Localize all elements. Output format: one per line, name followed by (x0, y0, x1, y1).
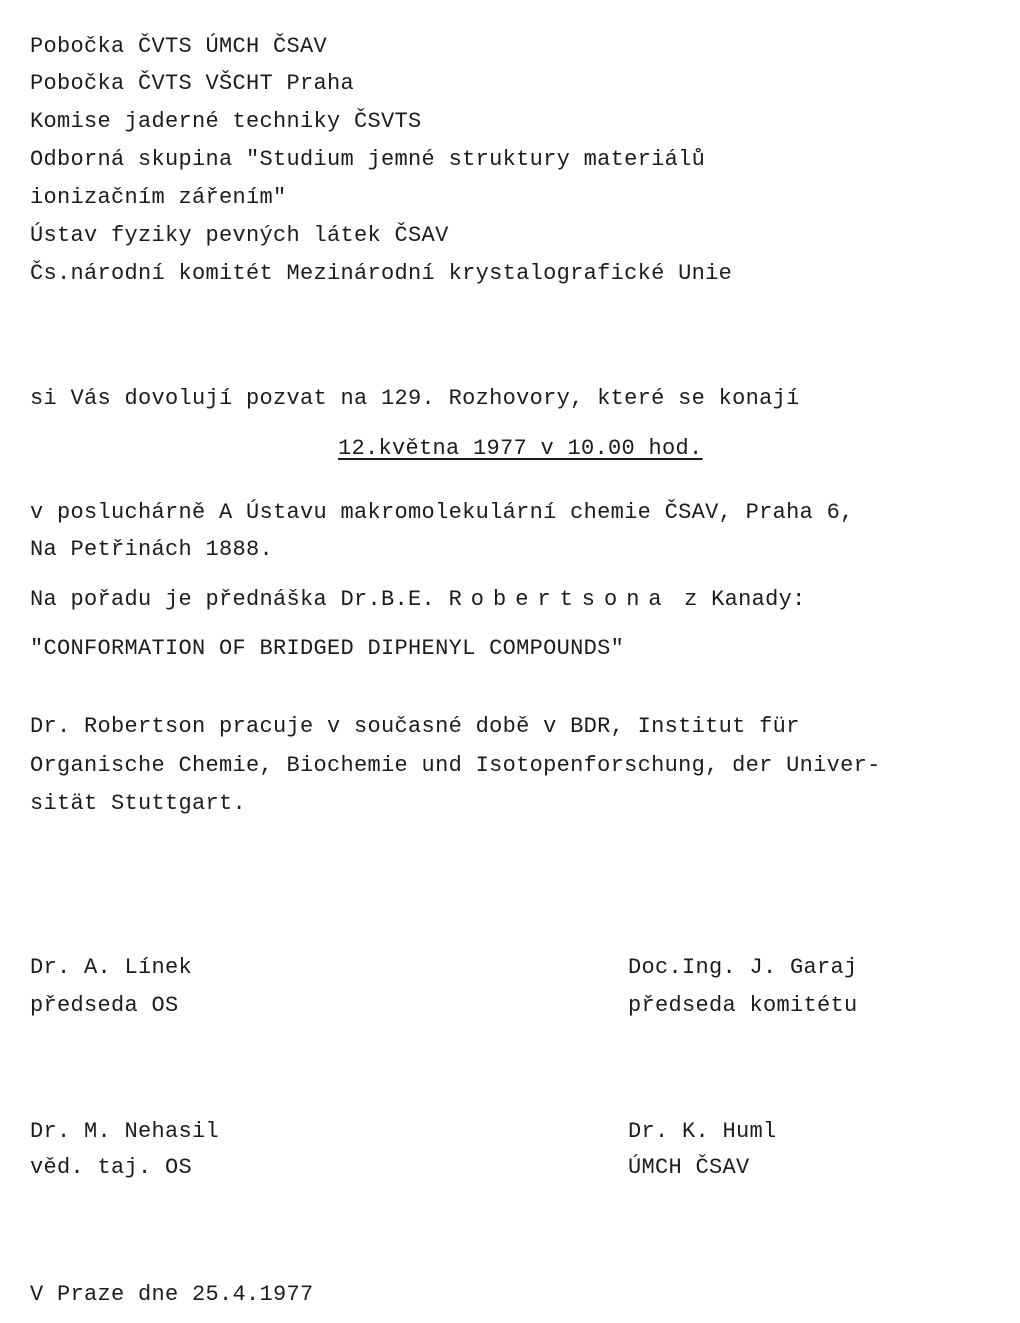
organizer-line: Komise jaderné techniky ČSVTS (30, 109, 422, 134)
signatory-role: předseda OS (30, 993, 179, 1018)
program-suffix: z Kanady: (684, 587, 806, 612)
signatory-role: ÚMCH ČSAV (628, 1155, 750, 1180)
speaker-bio-line: Organische Chemie, Biochemie und Isotopenforschung, der Univer- (30, 753, 881, 778)
place-date: V Praze dne 25.4.1977 (30, 1282, 314, 1307)
program-prefix: Na pořadu je přednáška Dr.B.E. (30, 587, 436, 612)
speaker-bio-line: Dr. Robertson pracuje v současné době v BDR, Institut für (30, 714, 800, 739)
organizer-line: Ústav fyziky pevných látek ČSAV (30, 223, 449, 248)
signatory-name: Doc.Ing. J. Garaj (628, 955, 858, 980)
organizer-line: Čs.národní komitét Mezinárodní krystalografické Unie (30, 261, 733, 286)
venue-line: Na Petřinách 1888. (30, 537, 274, 562)
event-date: 12.května 1977 v 10.00 hod. (338, 436, 703, 461)
venue-line: v posluchárně A Ústavu makromolekulární chemie ČSAV, Praha 6, (30, 500, 854, 525)
signatory-role: věd. taj. OS (30, 1155, 193, 1180)
organizer-line: Odborná skupina "Studium jemné struktury materiálů (30, 147, 706, 172)
speaker-bio-line: sität Stuttgart. (30, 791, 247, 816)
signatory-role: předseda komitétu (628, 993, 858, 1018)
program-line (30, 587, 806, 613)
signatory-name: Dr. K. Huml (628, 1119, 777, 1144)
signatory-name: Dr. A. Línek (30, 955, 193, 980)
signatory-name: Dr. M. Nehasil (30, 1119, 220, 1144)
lecture-title: "CONFORMATION OF BRIDGED DIPHENYL COMPOUNDS" (30, 636, 625, 661)
speaker-name: Robertsona (448, 587, 671, 612)
organizer-line: ionizačním zářením" (30, 185, 287, 210)
organizer-line: Pobočka ČVTS ÚMCH ČSAV (30, 34, 328, 59)
organizer-line: Pobočka ČVTS VŠCHT Praha (30, 71, 355, 96)
invitation-intro: si Vás dovolují pozvat na 129. Rozhovory, které se konají (30, 386, 800, 411)
